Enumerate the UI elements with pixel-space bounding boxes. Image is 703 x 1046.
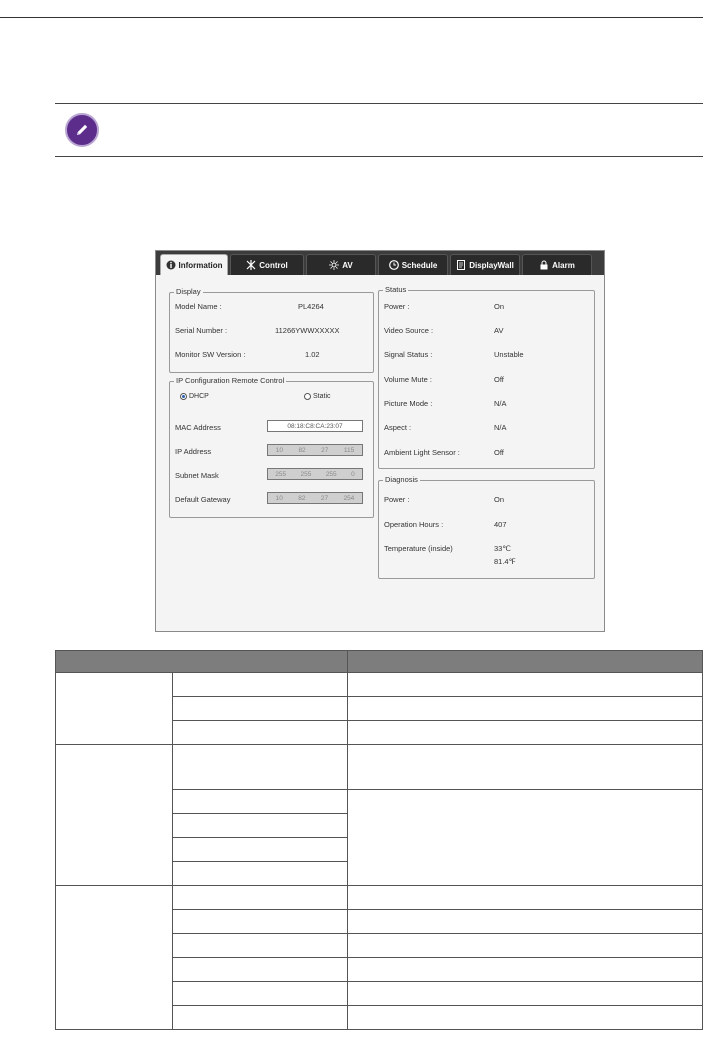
aspect-label: Aspect :	[384, 423, 412, 432]
signal-status-label: Signal Status :	[384, 350, 433, 359]
table-cell	[172, 982, 347, 1006]
ip-address-label: IP Address	[175, 447, 212, 456]
tab-displaywall[interactable]	[450, 254, 520, 275]
table-cell	[56, 673, 173, 745]
table-cell	[172, 673, 347, 697]
tab-bar	[156, 251, 604, 275]
static-radio[interactable]	[304, 393, 331, 400]
subnet-mask-field	[267, 468, 363, 480]
subnet-octet: 0	[351, 470, 355, 478]
table-cell	[172, 958, 347, 982]
aspect-value: N/A	[494, 423, 507, 432]
default-gateway-field	[267, 492, 363, 504]
control-icon	[246, 260, 256, 270]
subnet-octet: 255	[300, 470, 312, 478]
tab-schedule[interactable]	[378, 254, 448, 275]
video-source-value: AV	[494, 326, 504, 335]
temperature-fahrenheit-value: 81.4℉	[494, 557, 516, 566]
subnet-octet: 255	[325, 470, 337, 478]
spec-table	[55, 650, 703, 1030]
lock-icon	[539, 260, 549, 270]
table-cell	[172, 790, 347, 814]
subnet-mask-label: Subnet Mask	[175, 471, 219, 480]
display-group	[169, 287, 374, 373]
status-group	[378, 285, 595, 469]
table-cell	[347, 886, 702, 910]
table-row	[56, 673, 703, 697]
status-power-value: On	[494, 302, 505, 311]
mac-address-value: 08:18:C8:CA:23:07	[287, 422, 343, 430]
gateway-octet: 254	[343, 494, 355, 502]
status-legend: Status	[385, 285, 407, 294]
default-gateway-label: Default Gateway	[175, 495, 231, 504]
temperature-celsius-value: 33℃	[494, 544, 511, 553]
operation-hours-value: 407	[494, 520, 507, 529]
ip-octet: 115	[343, 446, 355, 454]
temperature-label: Temperature (inside)	[384, 544, 453, 553]
display-legend: Display	[176, 287, 201, 296]
table-cell	[172, 1006, 347, 1030]
diagnosis-legend: Diagnosis	[385, 475, 418, 484]
monitor-settings-window	[155, 250, 605, 632]
model-name-value: PL4264	[298, 302, 324, 311]
signal-status-value: Unstable	[494, 350, 524, 359]
table-cell	[172, 721, 347, 745]
tab-displaywall-label: DisplayWall	[469, 260, 514, 270]
table-cell	[172, 745, 347, 790]
table-cell	[56, 745, 173, 886]
ip-address-field	[267, 444, 363, 456]
tab-av-label: AV	[342, 260, 353, 270]
table-cell	[172, 934, 347, 958]
monitor-sw-version-label: Monitor SW Version :	[175, 350, 246, 359]
table-cell	[172, 814, 347, 838]
clock-icon	[389, 260, 399, 270]
tab-alarm-label: Alarm	[552, 260, 575, 270]
gateway-octet: 82	[298, 494, 306, 502]
table-cell	[56, 886, 173, 1030]
ambient-light-sensor-value: Off	[494, 448, 504, 457]
ip-octet: 82	[298, 446, 306, 454]
ip-octet: 27	[321, 446, 329, 454]
table-cell	[172, 697, 347, 721]
operation-hours-label: Operation Hours :	[384, 520, 444, 529]
table-cell	[347, 745, 702, 790]
table-header-cell	[347, 651, 702, 673]
volume-mute-label: Volume Mute :	[384, 375, 432, 384]
model-name-label: Model Name :	[175, 302, 222, 311]
static-radio-dot	[304, 393, 311, 400]
tab-information-label: Information	[178, 260, 223, 270]
table-cell	[172, 910, 347, 934]
subnet-octet: 255	[275, 470, 287, 478]
mac-address-label: MAC Address	[175, 423, 221, 432]
table-cell	[347, 934, 702, 958]
table-row	[56, 745, 703, 790]
sun-icon	[329, 260, 339, 270]
mac-address-field	[267, 420, 363, 432]
table-cell	[347, 910, 702, 934]
info-icon	[166, 260, 176, 270]
monitor-sw-version-value: 1.02	[305, 350, 320, 359]
ip-config-legend: IP Configuration Remote Control	[176, 376, 285, 385]
page-top-rule	[0, 17, 703, 18]
status-power-label: Power :	[384, 302, 410, 311]
tab-control[interactable]	[230, 254, 304, 275]
diagnosis-group	[378, 475, 595, 579]
tab-av[interactable]	[306, 254, 376, 275]
document-icon	[456, 260, 466, 270]
serial-number-value: 11266YWWXXXXX	[275, 326, 340, 335]
table-cell	[347, 982, 702, 1006]
dhcp-radio[interactable]	[180, 393, 209, 400]
serial-number-label: Serial Number :	[175, 326, 228, 335]
picture-mode-value: N/A	[494, 399, 507, 408]
table-cell	[347, 790, 702, 886]
tab-information[interactable]	[160, 254, 228, 275]
diag-power-label: Power :	[384, 495, 410, 504]
table-cell	[172, 838, 347, 862]
table-cell	[172, 862, 347, 886]
table-header-cell	[56, 651, 348, 673]
static-label: Static	[313, 393, 331, 400]
table-cell	[347, 673, 702, 697]
gateway-octet: 27	[320, 494, 329, 502]
ambient-light-sensor-label: Ambient Light Sensor :	[384, 448, 460, 457]
table-header-row	[56, 651, 703, 673]
dhcp-radio-dot	[180, 393, 187, 400]
gateway-octet: 10	[275, 494, 283, 502]
table-row	[56, 886, 703, 910]
table-cell	[347, 697, 702, 721]
pencil-icon	[65, 113, 99, 147]
table-cell	[172, 886, 347, 910]
note-box	[55, 103, 703, 157]
tab-control-label: Control	[259, 260, 288, 270]
tab-alarm[interactable]	[522, 254, 592, 275]
video-source-label: Video Source :	[384, 326, 434, 335]
picture-mode-label: Picture Mode :	[384, 399, 433, 408]
ip-config-group	[169, 376, 374, 518]
table-cell	[347, 1006, 702, 1030]
table-cell	[347, 958, 702, 982]
ip-octet: 10	[275, 446, 283, 454]
volume-mute-value: Off	[494, 375, 504, 384]
diag-power-value: On	[494, 495, 505, 504]
table-cell	[347, 721, 702, 745]
tab-schedule-label: Schedule	[401, 260, 438, 270]
dhcp-label: DHCP	[189, 393, 209, 400]
